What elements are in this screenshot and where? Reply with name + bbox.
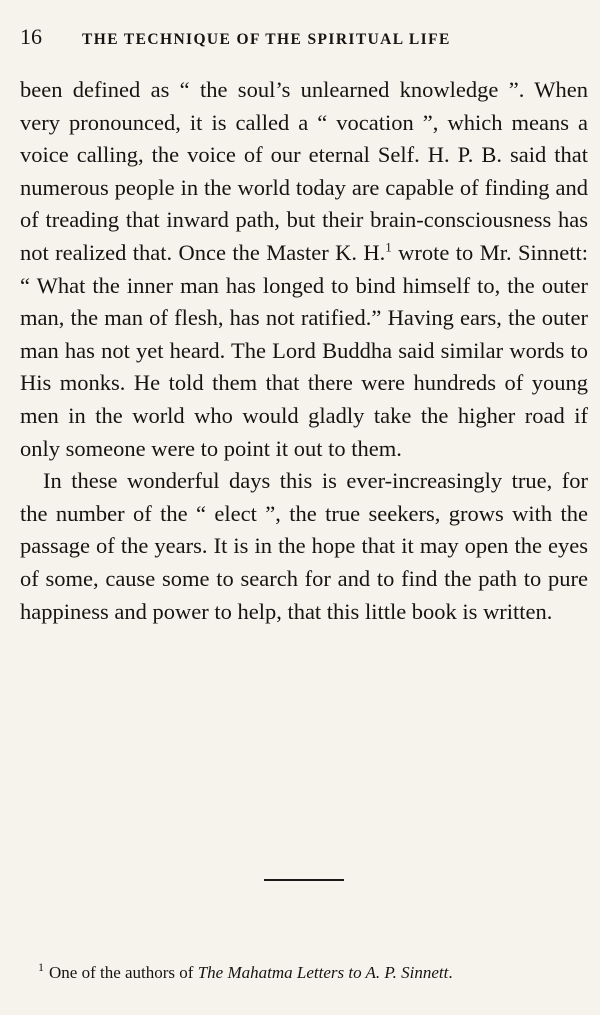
page-number: 16 <box>20 24 42 49</box>
footnote <box>38 962 580 984</box>
paragraph-1-text-b: wrote to Mr. Sinnett: “ What the inner man has longed to bind himself to, the outer man, the man of flesh, has not ratified.” Having ears, the outer man has not yet heard. The Lord Buddha said similar words to His monks. He told them that there were hundreds of young men in the world who would gladly take the higher road if only someone were to point it out to them. <box>20 239 588 461</box>
body-text <box>20 74 588 628</box>
footnote-text-b: . <box>448 963 453 982</box>
running-head-title: THE TECHNIQUE OF THE SPIRITUAL LIFE <box>82 31 451 48</box>
running-header <box>20 24 580 50</box>
footnote-separator <box>264 879 344 881</box>
paragraph-1-text-a: been defined as “ the soul’s unlearned knowledge ”. When very pronounced, it is called a “ vocation ”, which means a voice calling, the voice of our eternal Self. H. P. B. said that numerous people in the world today are capable of finding and of treading that inward path, but their brain-consciousness has not realized that. Once the Master K. H. <box>20 77 588 265</box>
paragraph-1 <box>20 74 588 465</box>
paragraph-2: In these wonderful days this is ever-increasingly true, for the number of the “ elect ”, the true seekers, grows with the passage of the years. It is in the hope that it may open the eyes of some, cause some to search for and to find the path to pure happiness and power to help, that this little book is written. <box>20 468 588 624</box>
footnote-marker: 1 <box>385 239 392 255</box>
footnote-book-title: The Mahatma Letters to A. P. Sinnett <box>197 963 449 982</box>
footnote-text-a: One of the authors of <box>49 963 198 982</box>
footnote-number: 1 <box>38 960 44 975</box>
